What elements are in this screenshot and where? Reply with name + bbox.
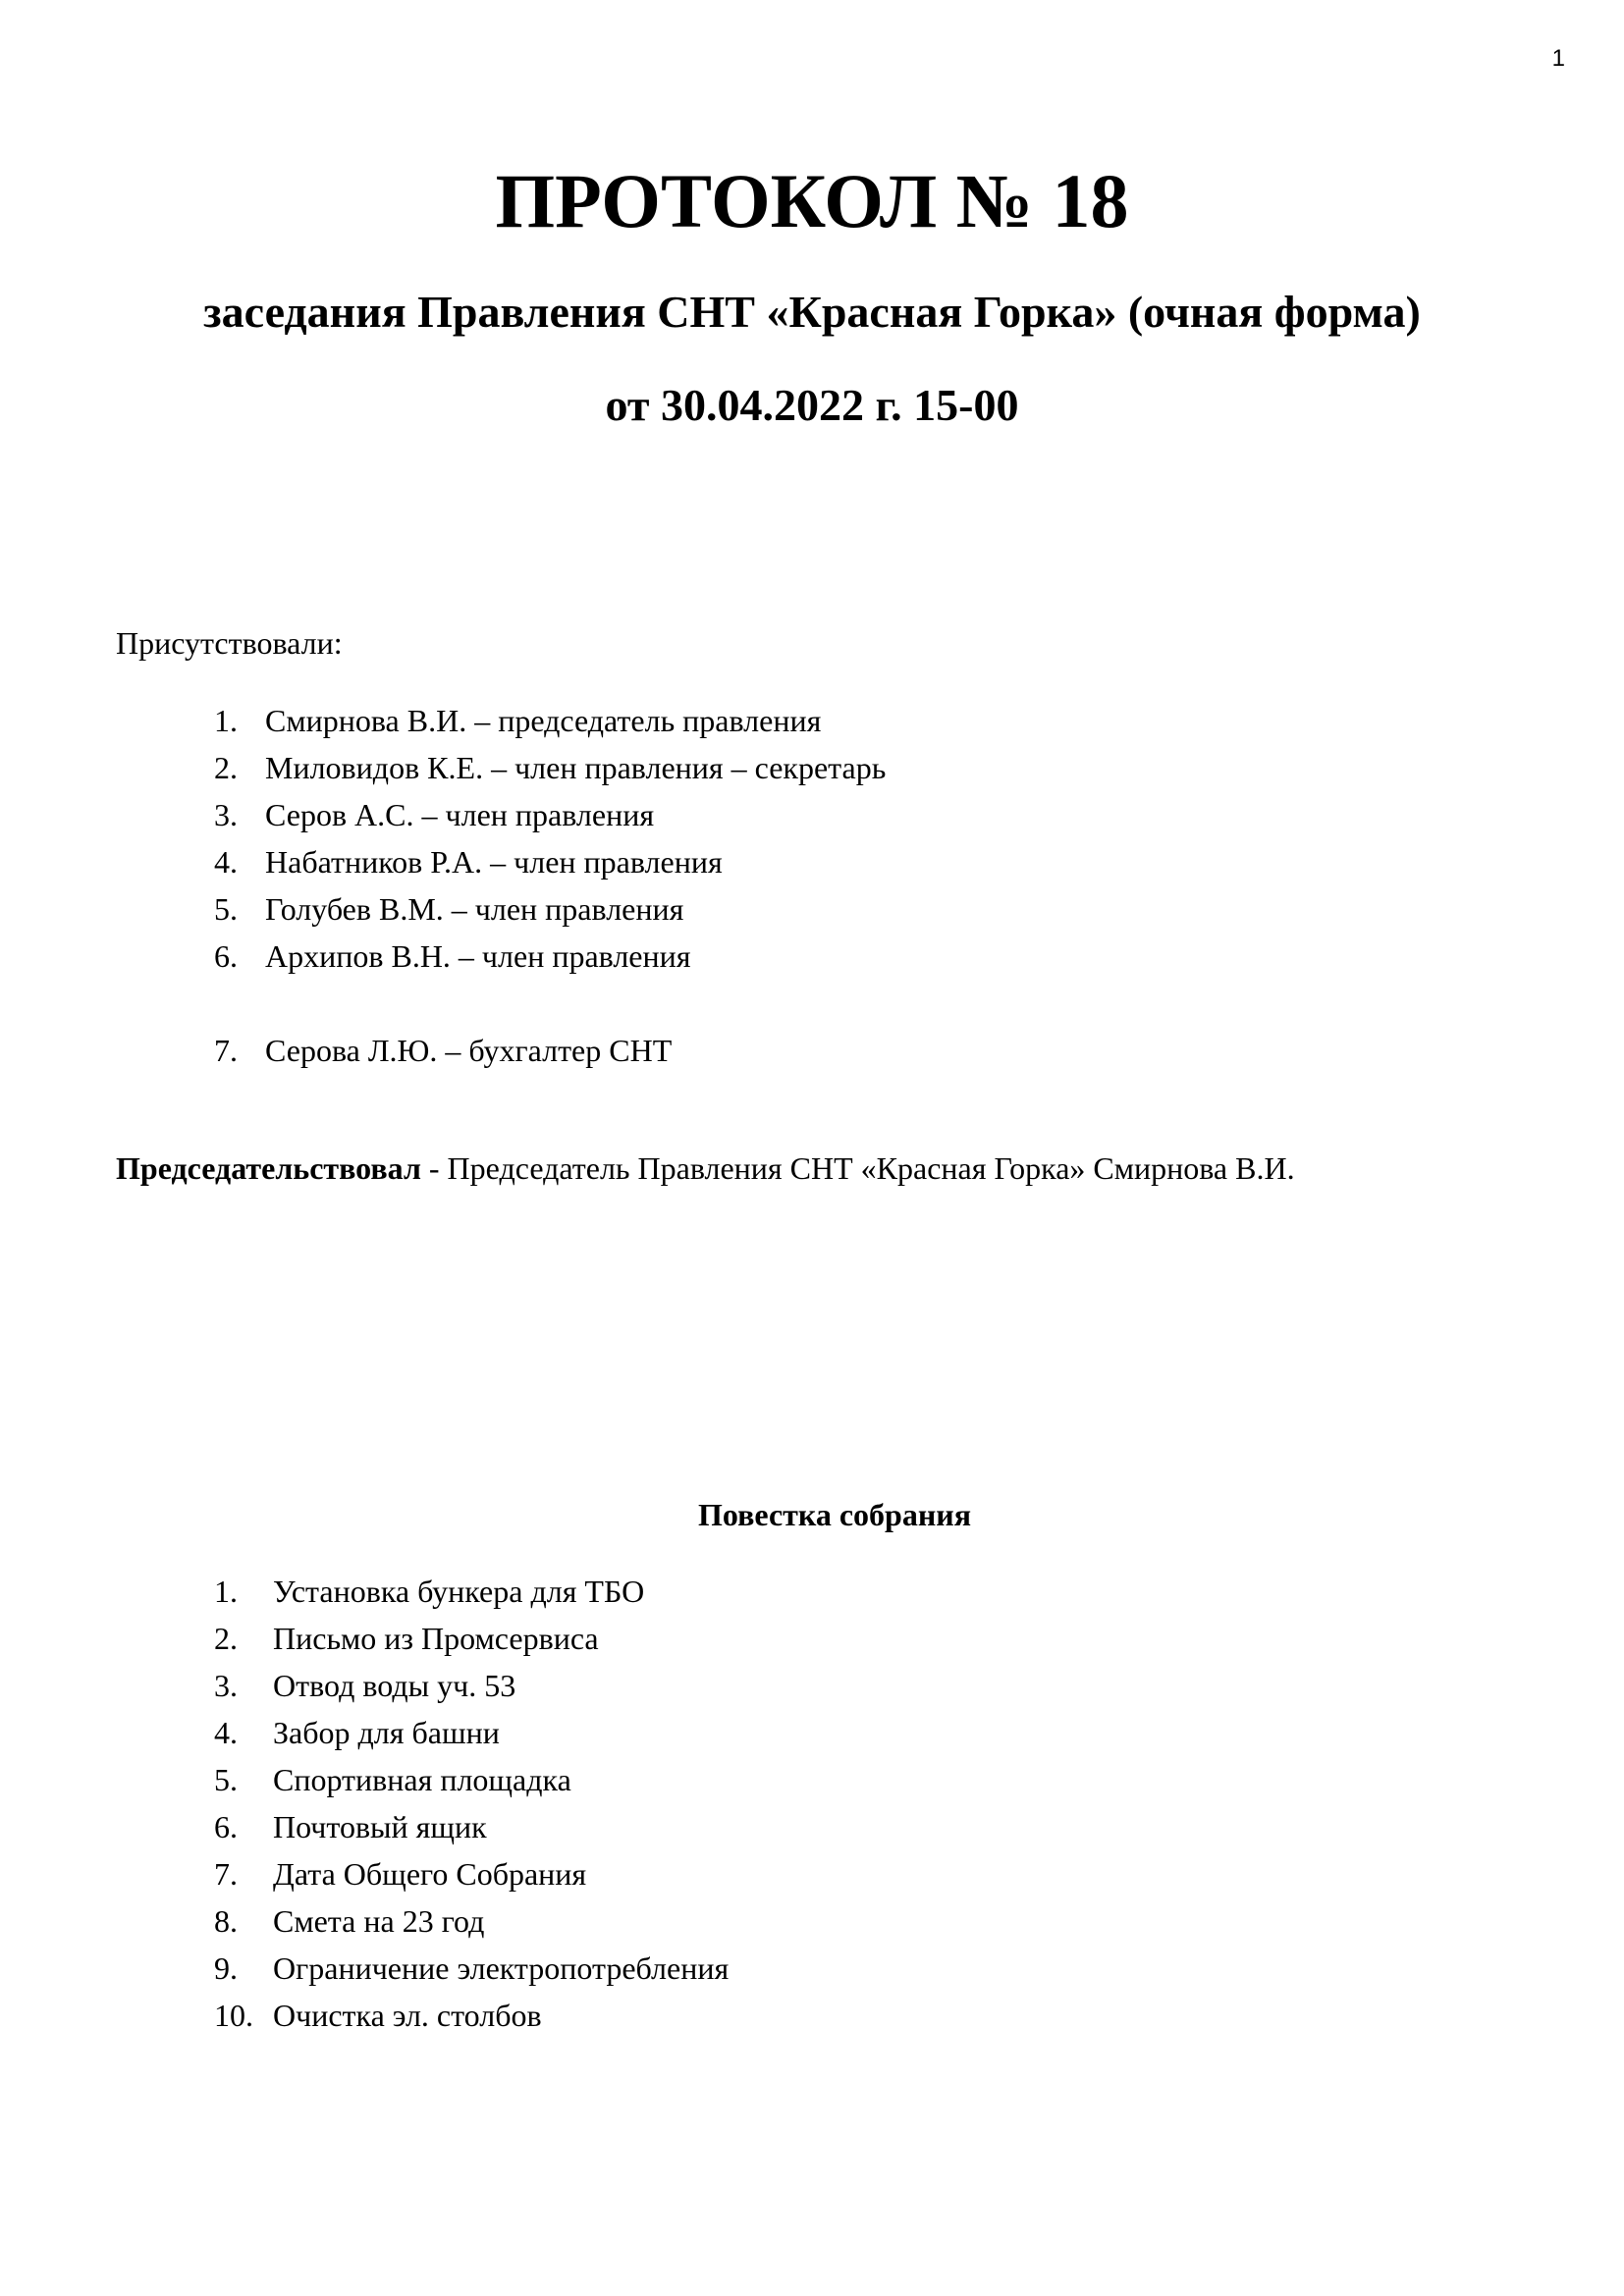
attendee-item xyxy=(214,885,886,933)
attendee-text: Серова Л.Ю. – бухгалтер СНТ xyxy=(265,1033,673,1068)
agenda-item xyxy=(214,1992,729,2039)
list-number: 2. xyxy=(214,750,238,785)
attendee-text: Серов А.С. – член правления xyxy=(265,797,655,832)
chair-line xyxy=(116,1148,1295,1188)
attendee-text: Миловидов К.Е. – член правления – секретарь xyxy=(265,750,887,785)
meeting-date: от 30.04.2022 г. 15-00 xyxy=(605,380,1019,430)
agenda-text: Очистка эл. столбов xyxy=(273,1998,542,2033)
list-number: 2. xyxy=(214,1621,238,1656)
agenda-text: Дата Общего Собрания xyxy=(273,1856,587,1892)
chair-text: - Председатель Правления СНТ «Красная Горка» Смирнова В.И. xyxy=(420,1150,1295,1186)
attendee-text: Архипов В.Н. – член правления xyxy=(265,938,691,974)
list-number: 4. xyxy=(214,844,238,880)
agenda-item xyxy=(214,1850,729,1897)
attendee-item xyxy=(214,838,886,885)
agenda-text: Спортивная площадка xyxy=(273,1762,571,1797)
agenda-item xyxy=(214,1756,729,1803)
agenda-title: Повестка собрания xyxy=(697,1497,972,1532)
list-number: 7. xyxy=(214,1033,238,1068)
agenda-text: Смета на 23 год xyxy=(273,1903,485,1939)
list-number: 6. xyxy=(214,1809,238,1844)
list-spacer xyxy=(214,980,886,1027)
agenda-text: Забор для башни xyxy=(273,1715,500,1750)
list-number: 6. xyxy=(214,938,238,974)
agenda-item xyxy=(214,1897,729,1945)
attendee-item xyxy=(214,744,886,791)
attendee-text: Смирнова В.И. – председатель правления xyxy=(265,703,822,738)
agenda-text: Ограничение электропотребления xyxy=(273,1950,730,1986)
attendee-text: Набатников Р.А. – член правления xyxy=(265,844,723,880)
agenda-item xyxy=(214,1615,729,1662)
document-title: ПРОТОКОЛ № 18 xyxy=(495,158,1129,243)
list-number: 5. xyxy=(214,891,238,927)
list-number: 1. xyxy=(214,1574,238,1609)
attendee-text: Голубев В.М. – член правления xyxy=(265,891,684,927)
page-number: 1 xyxy=(1551,45,1565,72)
agenda-item xyxy=(214,1945,729,1992)
list-number: 9. xyxy=(214,1950,238,1986)
attendee-item xyxy=(214,697,886,744)
attendee-item xyxy=(214,1027,886,1074)
agenda-item xyxy=(214,1803,729,1850)
agenda-item xyxy=(214,1568,729,1615)
agenda-text: Почтовый ящик xyxy=(273,1809,487,1844)
attendee-item xyxy=(214,933,886,980)
list-number: 1. xyxy=(214,703,238,738)
agenda-text: Письмо из Промсервиса xyxy=(273,1621,599,1656)
agenda-item xyxy=(214,1662,729,1709)
agenda-list xyxy=(214,1568,729,2039)
attendees-list xyxy=(214,697,886,1074)
list-number: 5. xyxy=(214,1762,238,1797)
chair-label: Председательствовал xyxy=(116,1150,421,1186)
document-subtitle: заседания Правления СНТ «Красная Горка» (очная форма) xyxy=(203,287,1421,337)
agenda-item xyxy=(214,1709,729,1756)
list-number: 3. xyxy=(214,1668,238,1703)
list-number: 10. xyxy=(214,1998,253,2033)
agenda-text: Отвод воды уч. 53 xyxy=(273,1668,516,1703)
list-number: 7. xyxy=(214,1856,238,1892)
list-number: 4. xyxy=(214,1715,238,1750)
agenda-text: Установка бункера для ТБО xyxy=(273,1574,645,1609)
list-number: 8. xyxy=(214,1903,238,1939)
attendee-item xyxy=(214,791,886,838)
list-number: 3. xyxy=(214,797,238,832)
attendance-label: Присутствовали: xyxy=(116,625,343,661)
